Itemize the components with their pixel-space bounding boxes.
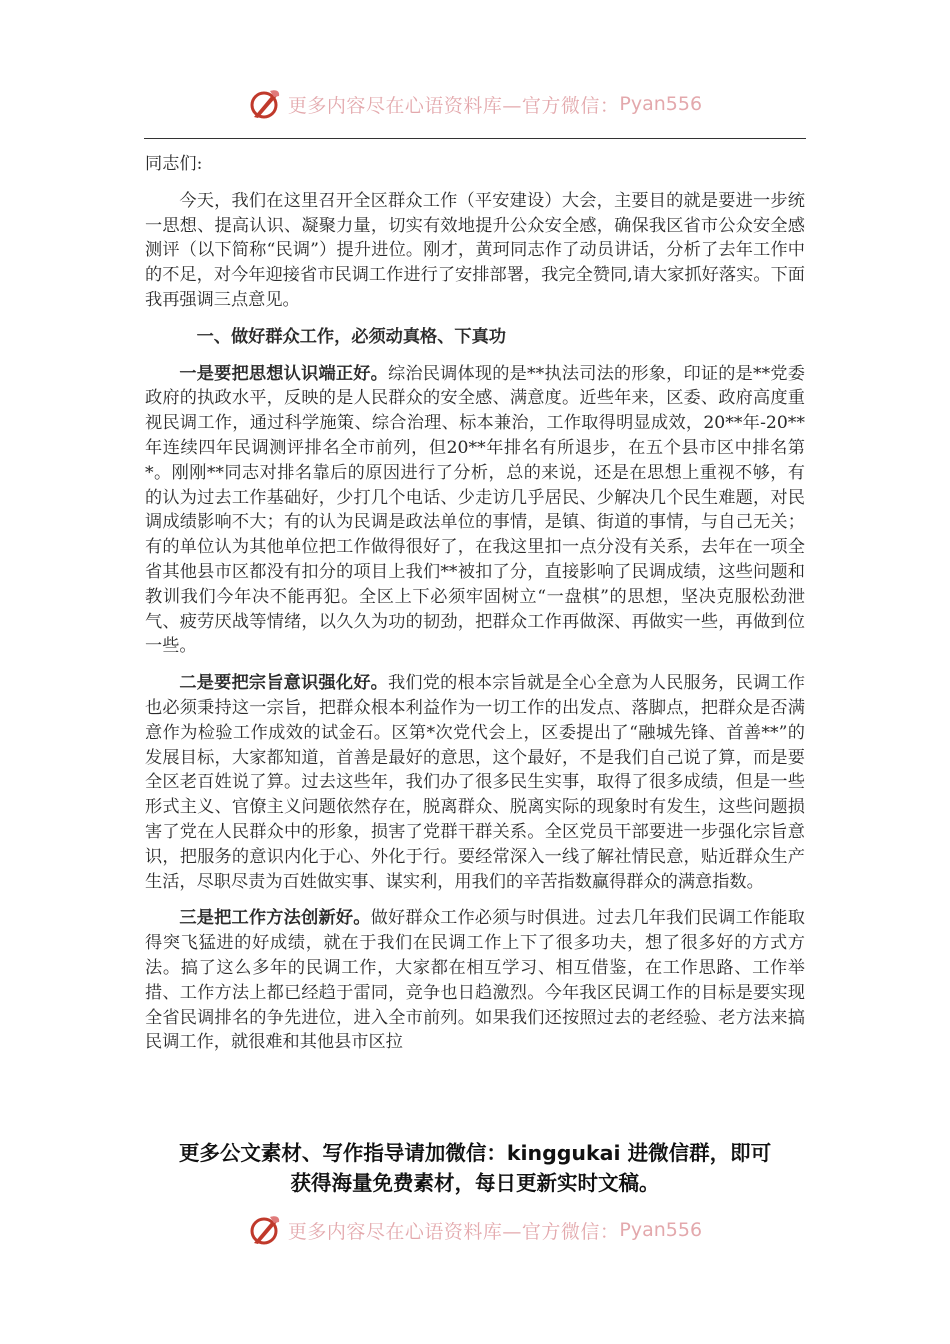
footer-banner-text: 更多内容尽在心语资料库—官方微信： <box>287 1220 620 1243</box>
header-divider <box>144 138 806 139</box>
header-banner-text: 更多内容尽在心语资料库—官方微信： <box>287 94 620 117</box>
point-2-body: 我们党的根本宗旨就是全心全意为人民服务，民调工作也必须秉持这一宗旨，把群众根本利益作为一切工作的出发点、落脚点，把群众是否满意作为检验工作成效的试金石。区第*次党代会上，区委提出了“融城先锋、首善**”的发展目标，大家都知道，首善是最好的意思，这个最好，不是我们自己说了算，而是要全区老百姓说了算。过去这些年，我们办了很多民生实事，取得了很多成绩，但是一些形式主义、官僚主义问题依然存在，脱离群众、脱离实际的现象时有发生，这些问题损害了党在人民群众中的形象，损害了党群干群关系。全区党员干部要进一步强化宗旨意识，把服务的意识内化于心、外化于行。要经常深入一线了解社情民意，贴近群众生产生活，尽职尽责为百姓做实事、谋实利，用我们的辛苦指数赢得群众的满意指数。 <box>145 673 805 892</box>
point-1-body: 综治民调体现的是**执法司法的形象，印证的是**党委政府的执政水平，反映的是人民群众的安全感、满意度。近些年来，区委、政府高度重视民调工作，通过科学施策、综合治理、标本兼治，工作取得明显成效，20**年-20**年连续四年民调测评排名全市前列，但20**年排名有所退步，在五个县市区中排名第*。刚刚**同志对排名靠后的原因进行了分析，总的来说，还是在思想上重视不够，有的认为过去工作基础好，少打几个电话、少走访几乎居民、少解决几个民生难题，对民调成绩影响不大；有的认为民调是政法单位的事情，是镇、街道的事情，与自己无关；有的单位认为其他单位把工作做得很好了，在我这里扣一点分没有关系，去年在一项全省其他县市区都没有扣分的项目上我们**被扣了分，直接影响了民调成绩，这些问题和教训我们今年决不能再犯。全区上下必须牢固树立“一盘棋”的思想，坚决克服松劲泄气、疲劳厌战等情绪，以久久为功的韧劲，把群众工作再做深、再做实一些，再做到位一些。 <box>145 363 805 657</box>
section-heading-1: 一、做好群众工作，必须动真格、下真功 <box>196 326 506 347</box>
point-3-paragraph <box>145 906 805 1055</box>
promo-line-1: 更多公文素材、写作指导请加微信：kinggukai 进微信群，即可 <box>178 1141 772 1165</box>
intro-paragraph: 今天，我们在这里召开全区群众工作（平安建设）大会，主要目的就是要进一步统一思想、提高认识、凝聚力量，切实有效地提升公众安全感，确保我区省市公众安全感测评（以下简称“民调”）提升进位。刚才，黄珂同志作了动员讲话，分析了去年工作中的不足，对今年迎接省市民调工作进行了安排部署，我完全赞同,请大家抓好落实。下面我再强调三点意见。 <box>145 190 805 310</box>
quill-logo-icon <box>248 87 282 121</box>
point-2-lead: 二是要把宗旨意识强化好。 <box>179 673 388 694</box>
salutation: 同志们: <box>145 154 203 174</box>
point-2-paragraph <box>145 671 805 894</box>
promo-line-2: 获得海量免费素材，每日更新实时文稿。 <box>290 1171 660 1195</box>
document-body <box>145 152 805 1067</box>
header-banner <box>0 84 950 124</box>
point-1-paragraph <box>145 362 805 660</box>
header-wechat-id: Pyan556 <box>619 93 703 115</box>
promo-block <box>100 1138 850 1198</box>
footer-banner <box>0 1210 950 1250</box>
quill-logo-icon <box>248 1213 282 1247</box>
point-3-body: 做好群众工作必须与时俱进。过去几年我们民调工作能取得突飞猛进的好成绩，就在于我们在民调工作上下了很多功夫，想了很多好的方式方法。搞了这么多年的民调工作，大家都在相互学习、相互借鉴，在工作思路、工作举措、工作方法上都已经趋于雷同，竞争也日趋激烈。今年我区民调工作的目标是要实现全省民调排名的争先进位，进入全市前列。如果我们还按照过去的老经验、老方法来搞民调工作，就很难和其他县市区拉 <box>145 908 805 1053</box>
footer-wechat-id: Pyan556 <box>619 1219 703 1241</box>
point-3-lead: 三是把工作方法创新好。 <box>179 908 371 929</box>
point-1-lead: 一是要把思想认识端正好。 <box>179 363 388 384</box>
